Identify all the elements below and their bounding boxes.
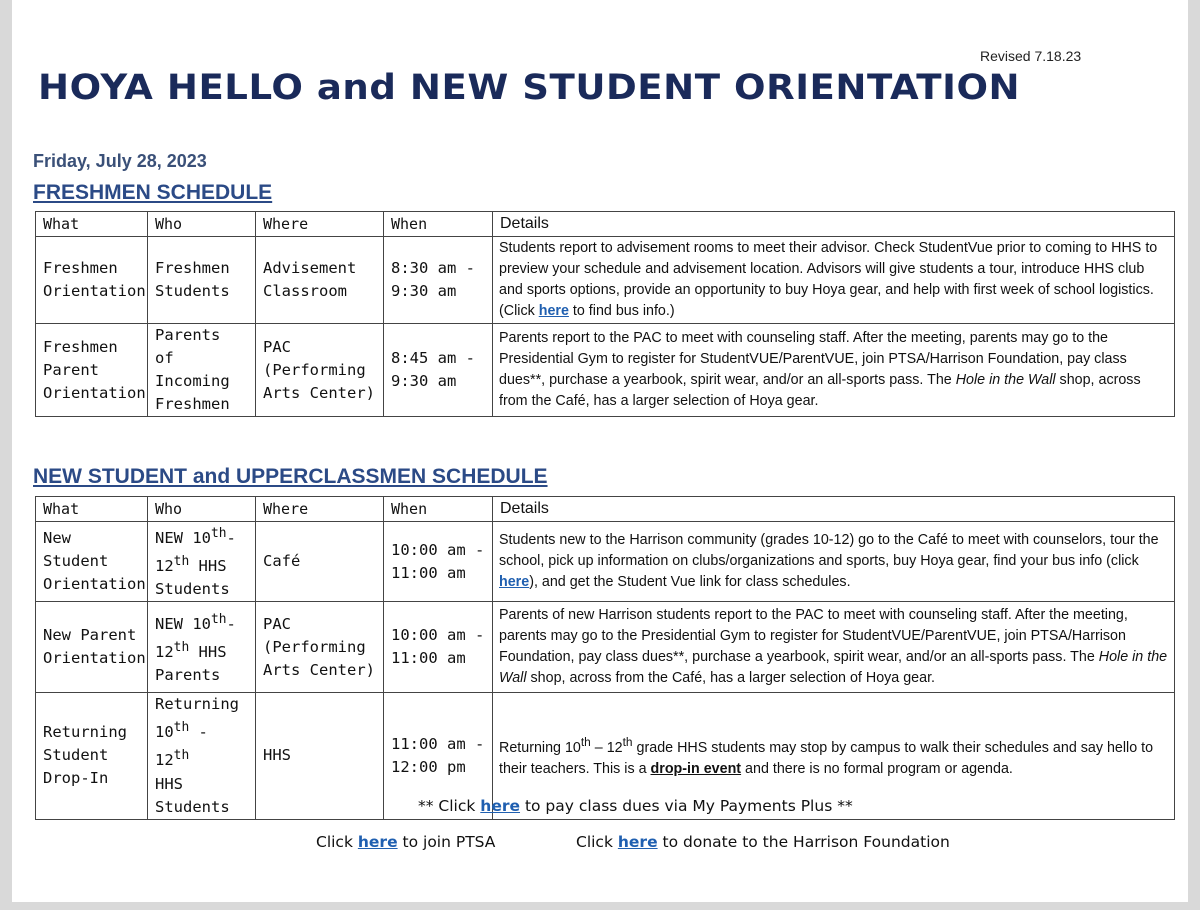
table-header-row: [36, 212, 1175, 237]
column-header-where: Where: [256, 497, 384, 522]
column-header-where: Where: [256, 212, 384, 237]
who-cell: NEW 10th- 12th HHS Students: [148, 522, 256, 602]
details-cell: Returning 10th – 12th grade HHS students may stop by campus to walk their schedules and say hello to their teachers. This is a drop-in event and there is no formal program or agenda.: [493, 693, 1175, 819]
column-header-when: When: [384, 212, 493, 237]
column-header-what: What: [36, 497, 148, 522]
column-header-details: Details: [493, 212, 1175, 237]
what-cell: New Parent Orientation: [36, 602, 148, 693]
table-row: [36, 522, 1175, 602]
column-header-what: What: [36, 212, 148, 237]
new-student-schedule-table: [35, 496, 1175, 820]
table-row: [36, 237, 1175, 324]
when-cell: 11:00 am - 12:00 pm: [384, 693, 493, 819]
bus-info-link[interactable]: here: [499, 574, 530, 591]
ptsa-note: Click here to join PTSA: [316, 833, 496, 851]
foundation-note: Click here to donate to the Harrison Foundation: [576, 833, 950, 851]
table-row: [36, 324, 1175, 417]
foundation-link[interactable]: here: [617, 833, 658, 851]
who-cell: Returning 10th - 12th HHS Students: [148, 693, 256, 819]
event-date: Friday, July 28, 2023: [33, 151, 207, 171]
column-header-details: Details: [493, 497, 1175, 522]
where-cell: HHS: [256, 693, 384, 819]
when-cell: 10:00 am - 11:00 am: [384, 602, 493, 693]
column-header-when: When: [384, 497, 493, 522]
details-cell: Students report to advisement rooms to meet their advisor. Check StudentVue prior to coming to HHS to preview your schedule and advisement location. Advisors will give students a tour, introduce HHS club and sports options, provide an opportunity to buy Hoya gear, and help with first week of school logistics. (Click here to find bus info.): [493, 237, 1175, 324]
revision-date: Revised 7.18.23: [980, 48, 1082, 64]
freshmen-schedule-table: [35, 211, 1175, 417]
column-header-who: Who: [148, 212, 256, 237]
who-cell: Freshmen Students: [148, 237, 256, 324]
freshmen-schedule-heading: FRESHMEN SCHEDULE: [33, 181, 273, 204]
class-dues-link[interactable]: here: [480, 797, 521, 815]
where-cell: Advisement Classroom: [256, 237, 384, 324]
details-cell: Parents of new Harrison students report to the PAC to meet with counseling staff. After the meeting, parents may go to the Presidential Gym to register for StudentVUE/ParentVUE, join PTSA/Harrison Foundation, pay class dues**, purchase a yearbook, spirit wear, and/or an all-sports pass. The Hole in the Wall shop, across from the Café, has a larger selection of Hoya gear.: [493, 602, 1175, 693]
where-cell: Café: [256, 522, 384, 602]
when-cell: 8:30 am - 9:30 am: [384, 237, 493, 324]
column-header-who: Who: [148, 497, 256, 522]
where-cell: PAC (Performing Arts Center): [256, 602, 384, 693]
when-cell: 10:00 am - 11:00 am: [384, 522, 493, 602]
bus-info-link[interactable]: here: [538, 303, 569, 319]
what-cell: Freshmen Orientation: [36, 237, 148, 324]
when-cell: 8:45 am - 9:30 am: [384, 324, 493, 417]
where-cell: PAC (Performing Arts Center): [256, 324, 384, 417]
details-cell: Parents report to the PAC to meet with counseling staff. After the meeting, parents may go to the Presidential Gym to register for StudentVUE/ParentVUE, join PTSA/Harrison Foundation, pay class dues**, purchase a yearbook, spirit wear, and/or an all-sports pass. The Hole in the Wall shop, across from the Café, has a larger selection of Hoya gear.: [493, 324, 1175, 417]
what-cell: Returning Student Drop-In: [36, 693, 148, 819]
who-cell: Parents of Incoming Freshmen: [148, 324, 256, 417]
details-cell: Students new to the Harrison community (grades 10-12) go to the Café to meet with counselors, tour the school, pick up information on clubs/organizations and sports, buy Hoya gear, find your bus info (click here), and get the Student Vue link for class schedules.: [493, 522, 1175, 602]
who-cell: NEW 10th- 12th HHS Parents: [148, 602, 256, 693]
table-row: [36, 602, 1175, 693]
table-header-row: [36, 497, 1175, 522]
document-page: [12, 0, 1188, 902]
new-student-schedule-heading: NEW STUDENT and UPPERCLASSMEN SCHEDULE: [33, 465, 548, 488]
class-dues-note: ** Click here to pay class dues via My Payments Plus **: [418, 797, 853, 815]
drop-in-event-link[interactable]: drop-in event: [650, 760, 742, 777]
page-title: HOYA HELLO and NEW STUDENT ORIENTATION: [38, 68, 1021, 108]
ptsa-link[interactable]: here: [357, 833, 398, 851]
what-cell: New Student Orientation: [36, 522, 148, 602]
what-cell: Freshmen Parent Orientation: [36, 324, 148, 417]
